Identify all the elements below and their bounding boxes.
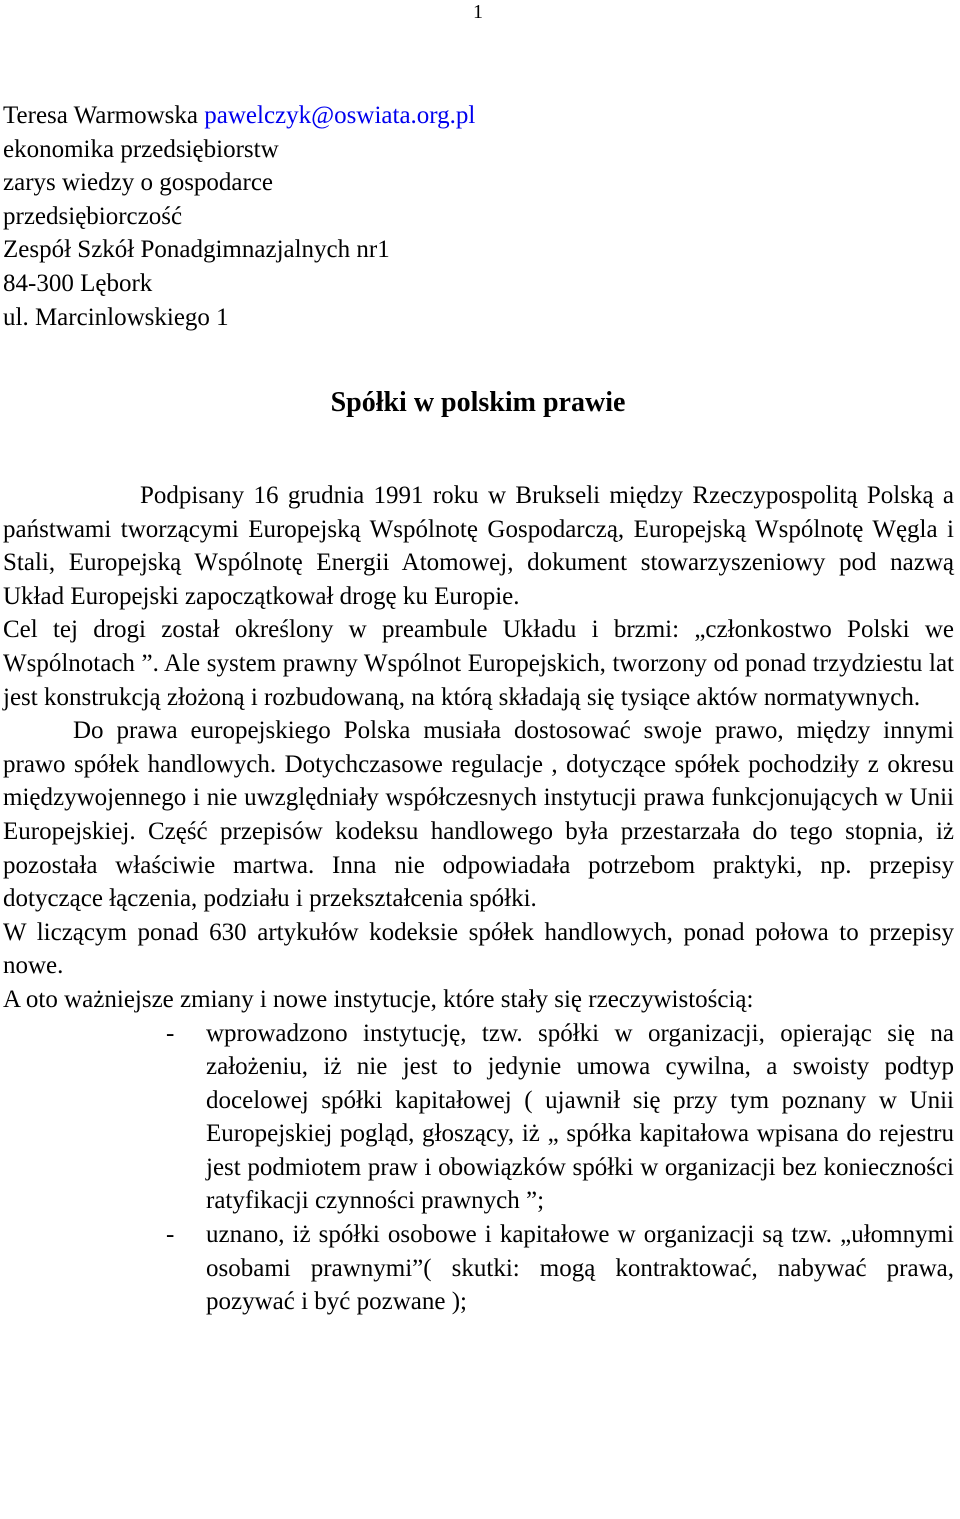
list-item [3, 1017, 954, 1219]
header-line-city: 84-300 Lębork [3, 269, 153, 297]
paragraph-goal: Cel tej drogi został określony w preambule Układu i brzmi: „członkostwo Polski we Wspólnotach ”. Ale system prawny Wspólnot Europejskich, tworzony od ponad trzydziestu lat jest konstrukcją złożoną i rozbudowaną, na którą składają się tysiące aktów normatywnych. [3, 616, 954, 711]
list-dash-marker: - [166, 1019, 175, 1047]
paragraph-treaty: Podpisany 16 grudnia 1991 roku w Brukseli między Rzeczypospolitą Polską a państwami tworzącymi Europejską Wspólnotę Gospodarczą, Europejską Wspólnotę Węgla i Stali, Europejską Wspólnotę Energii Atomowej, dokument stowarzyszeniowy pod nazwą Układ Europejski zapoczątkował drogę ku Europie. [3, 482, 954, 610]
header-line-school: Zespół Szkół Ponadgimnazjalnych nr1 [3, 236, 390, 264]
header-line-street: ul. Marcinlowskiego 1 [3, 303, 229, 331]
list-item [3, 1218, 954, 1319]
changes-list [3, 1017, 954, 1319]
author-header [3, 99, 943, 334]
header-line-subtopic: przedsiębiorczość [3, 202, 183, 230]
header-line-topic: zarys wiedzy o gospodarce [3, 169, 274, 197]
list-item-text: wprowadzono instytucję, tzw. spółki w organizacji, opierając się na założeniu, iż nie jest to jedynie umowa cywilna, a swoisty podtyp docelowej spółki kapitałowej ( ujawnił się przy tym poznany w Unii Europejskiej pogląd, głoszący, iż „ spółka kapitałowa wpisana do rejestru jest podmiotem praw i obowiązków spółki w organizacji bez konieczności ratyfikacji czynności prawnych ”; [206, 1019, 954, 1215]
paragraph-code-size: W liczącym ponad 630 artykułów kodeksie spółek handlowych, ponad połowa to przepisy nowe. [3, 918, 954, 980]
author-email-link[interactable]: pawelczyk@oswiata.org.pl [204, 102, 476, 129]
paragraph-changes-intro: A oto ważniejsze zmiany i nowe instytucje, które stały się rzeczywistością: [3, 985, 754, 1013]
document-title: Spółki w polskim prawie [330, 387, 626, 418]
document-body [3, 479, 954, 1319]
author-line [3, 99, 943, 133]
page-number: 1 [473, 1, 483, 23]
list-item-text: uznano, iż spółki osobowe i kapitałowe w organizacji są tzw. „ułomnymi osobami prawnymi”( skutki: mogą kontraktować, nabywać prawa, pozywać i być pozwane ); [206, 1221, 954, 1316]
list-dash-marker: - [166, 1221, 175, 1249]
header-line-subject: ekonomika przedsiębiorstw [3, 135, 279, 163]
paragraph-adaptation: Do prawa europejskiego Polska musiała dostosować swoje prawo, między innymi prawo spółek handlowych. Dotychczasowe regulacje , dotyczące spółek pochodziły z okresu międzywojennego i nie uwzględniały współczesnych instytucji prawa funkcjonujących w Unii Europejskiej. Część przepisów kodeksu handlowego była przestarzała do tego stopnia, iż pozostała właściwie martwa. Inna nie odpowiadała potrzebom praktyki, np. przepisy dotyczące łączenia, podziału i przekształcenia spółki. [3, 717, 954, 913]
author-name: Teresa Warmowska [3, 102, 199, 129]
